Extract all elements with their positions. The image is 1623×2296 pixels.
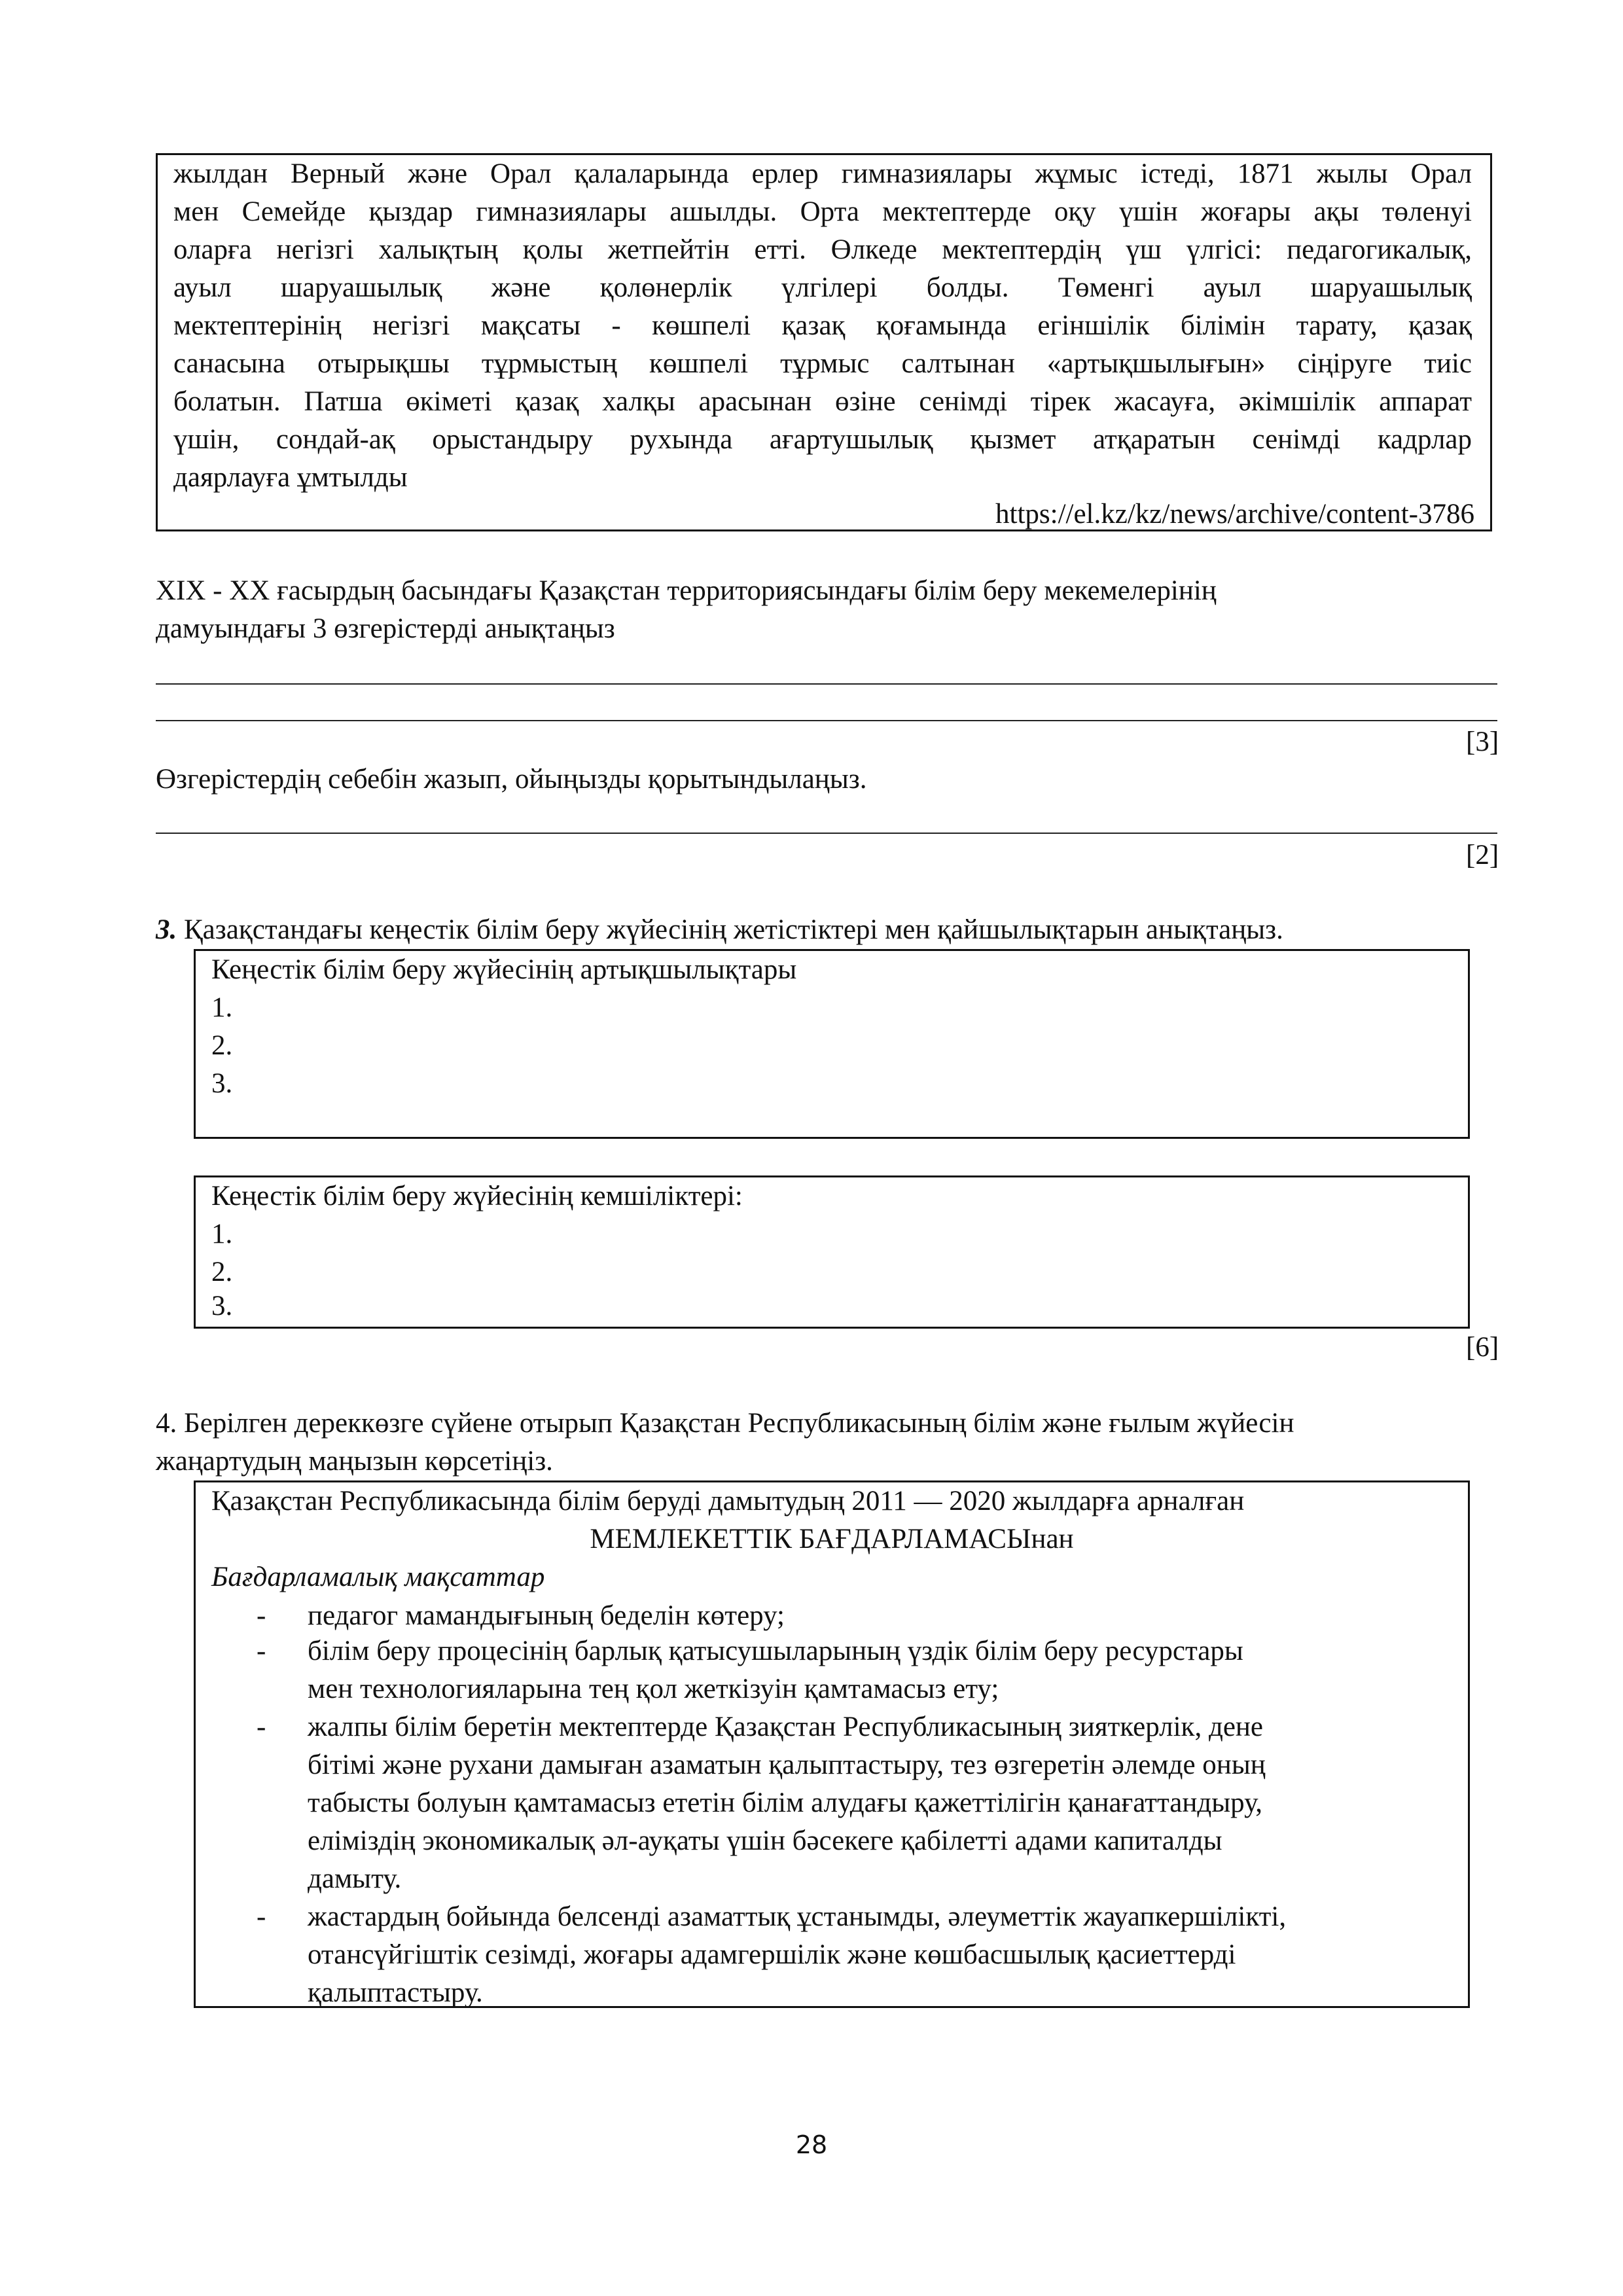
- goal-line: бітімі және рухани дамыған азаматын қалыптастыру, тез өзгеретін әлемде оның: [308, 1749, 1266, 1780]
- source-line: даярлауға ұмтылды: [173, 462, 408, 493]
- goal-line: отансүйгіштік сезімді, жоғары адамгершілік және көшбасшылық қасиеттерді: [308, 1939, 1236, 1970]
- advantages-item: 1.: [211, 992, 233, 1023]
- task-changes-question: [156, 572, 1491, 648]
- source-line: оларға негізгі халықтың қолы жетпейтін етті. Өлкеде мектептердің үш үлгісі: педагогикалық,: [173, 234, 1472, 265]
- bullet-dash: -: [257, 1901, 266, 1932]
- advantages-item: 3.: [211, 1068, 233, 1099]
- bullet-dash: -: [257, 1600, 266, 1631]
- program-title-line2: МЕМЛЕКЕТТІК БАҒДАРЛАМАСЫнан: [590, 1524, 1074, 1554]
- goal-line: дамыту.: [308, 1863, 402, 1894]
- score-mark: [2]: [1466, 840, 1499, 870]
- source-line: жылдан Верный және Орал қалаларында ерлер гимназиялары жұмыс істеді, 1871 жылы Орал: [173, 158, 1472, 189]
- program-title-line1: Қазақстан Республикасында білім беруді дамытудың 2011 — 2020 жылдарға арналған: [211, 1486, 1245, 1516]
- goal-line: білім беру процесінің барлық қатысушыларының үздік білім беру ресурстары: [308, 1636, 1243, 1666]
- goal-line: педагог мамандығының беделін көтеру;: [308, 1600, 785, 1631]
- answer-line[interactable]: [156, 683, 1497, 685]
- goal-line: мен технологияларына тең қол жеткізуін қамтамасыз ету;: [308, 1674, 999, 1704]
- goal-line: жастардың бойында белсенді азаматтық ұстанымды, әлеуметтік жауапкершілікті,: [308, 1901, 1287, 1932]
- answer-line[interactable]: [156, 833, 1497, 834]
- disadvantages-box[interactable]: [194, 1175, 1470, 1329]
- source-line: мектептерінің негізгі мақсаты - көшпелі қазақ қоғамында егіншілік білімін тарату, қазақ: [173, 310, 1472, 341]
- source-line: санасына отырықшы тұрмыстың көшпелі тұрмыс салтынан «артықшылығын» сіңіруге тиіс: [173, 348, 1472, 379]
- answer-line[interactable]: [156, 720, 1497, 721]
- task-changes-line: XIX - XX ғасырдың басындағы Қазақстан территориясындағы білім беру мекемелерінің: [156, 575, 1217, 606]
- advantages-item: 2.: [211, 1030, 233, 1061]
- program-subtitle: Бағдарламалық мақсаттар: [211, 1562, 545, 1592]
- goal-line: еліміздің экономикалық әл-ауқаты үшін бәсекеге қабілетті адами капиталды: [308, 1825, 1222, 1856]
- task-changes-line: дамуындағы 3 өзгерістерді анықтаңыз: [156, 613, 615, 644]
- goal-line: жалпы білім беретін мектептерде Қазақстан Республикасының зияткерлік, дене: [308, 1712, 1264, 1742]
- score-mark: [3]: [1466, 726, 1499, 757]
- disadvantages-item: 1.: [211, 1219, 233, 1249]
- disadvantages-title: Кеңестік білім беру жүйесінің кемшіліктері:: [211, 1181, 743, 1211]
- goal-line: қалыптастыру.: [308, 1977, 483, 2008]
- task3-question: [156, 911, 1530, 949]
- task4-question: [156, 1405, 1530, 1480]
- source-url: https://el.kz/kz/news/archive/content-3786: [995, 499, 1474, 529]
- disadvantages-item: 2.: [211, 1257, 233, 1287]
- disadvantages-item: 3.: [211, 1291, 233, 1321]
- page-number: 28: [795, 2130, 828, 2159]
- task4-line: жаңартудың маңызын көрсетіңіз.: [156, 1446, 553, 1477]
- task3-number: 3.: [156, 914, 177, 945]
- advantages-box[interactable]: [194, 949, 1470, 1139]
- task-reason-question: Өзгерістердің себебін жазып, ойыңызды қорытындылаңыз.: [156, 764, 867, 795]
- task4-line: 4. Берілген дереккөзге сүйене отырып Қазақстан Республикасының білім және ғылым жүйесін: [156, 1408, 1294, 1439]
- goal-line: табысты болуын қамтамасыз ететін білім алудағы қажеттілігін қанағаттандыру,: [308, 1787, 1263, 1818]
- advantages-title: Кеңестік білім беру жүйесінің артықшылықтары: [211, 954, 797, 985]
- source-line: ауыл шаруашылық және қолөнерлік үлгілері болды. Төменгі ауыл шаруашылық: [173, 272, 1472, 303]
- source-line: үшін, сондай-ақ орыстандыру рухында ағартушылық қызмет атқаратын сенімді кадрлар: [173, 424, 1472, 455]
- source-excerpt-box: [156, 153, 1492, 531]
- source-line: болатын. Патша өкіметі қазақ халқы арасынан өзіне сенімді тірек жасауға, әкімшілік аппарат: [173, 386, 1472, 417]
- source-line: мен Семейде қыздар гимназиялары ашылды. Орта мектептерде оқу үшін жоғары ақы төленуі: [173, 196, 1472, 227]
- bullet-dash: -: [257, 1636, 266, 1666]
- bullet-dash: -: [257, 1712, 266, 1742]
- score-mark: [6]: [1466, 1332, 1499, 1363]
- task3-text: Қазақстандағы кеңестік білім беру жүйесінің жетістіктері мен қайшылықтарын анықтаңыз.: [177, 914, 1283, 945]
